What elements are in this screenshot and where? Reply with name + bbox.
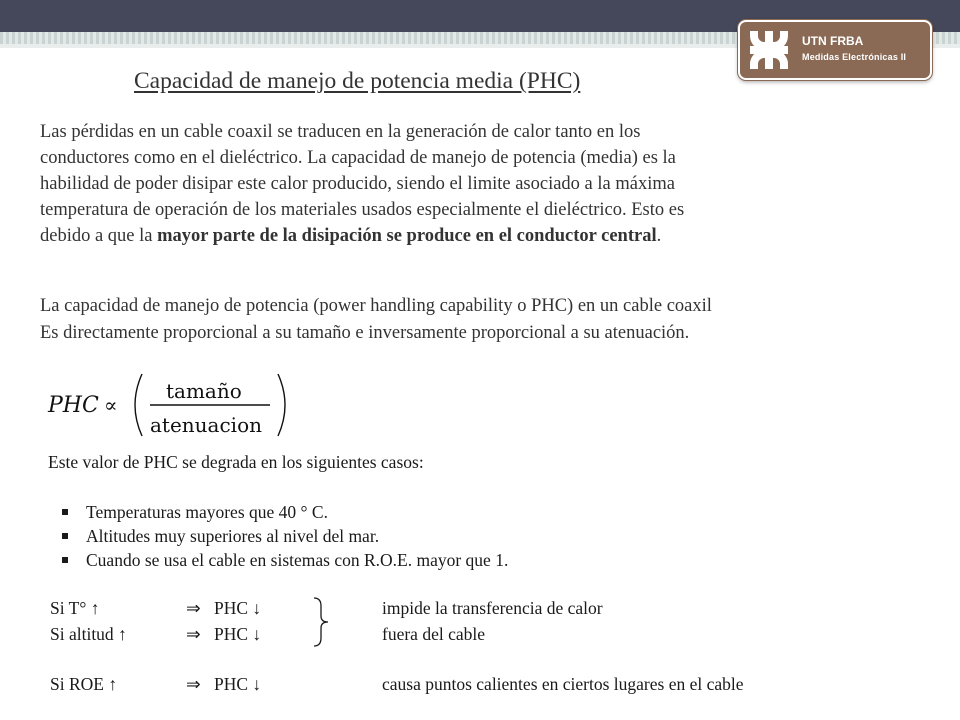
list-item	[62, 550, 508, 571]
badge-subtitle: Medidas Electrónicas II	[802, 52, 907, 62]
paragraph-line: temperatura de operación de los materiales usados especialmente el dieléctrico. Esto es	[40, 200, 685, 220]
effect-text: causa puntos calientes en ciertos lugares en el cable	[382, 674, 744, 694]
bold-emphasis: mayor parte de la disipación se produce en el conductor central	[157, 226, 657, 246]
result-phc: PHC ↓	[214, 624, 262, 644]
formula-numerator: tamaño	[166, 379, 242, 403]
list-item	[62, 526, 379, 547]
paragraph-line: La capacidad de manejo de potencia (power handling capability o PHC) en un cable coaxil	[40, 296, 712, 316]
paragraph-line-last	[40, 223, 920, 249]
list-item	[62, 502, 328, 523]
paragraph-line: Las pérdidas en un cable coaxil se traducen en la generación de calor tanto en los	[40, 122, 641, 142]
badge-title: UTN FRBA	[802, 34, 864, 48]
list-item-text: Cuando se usa el cable en sistemas con R.O.E. mayor que 1.	[86, 550, 509, 570]
paragraph-line: habilidad de poder disipar este calor producido, siendo el limite asociado a la máxima	[40, 174, 675, 194]
implies-arrow: ⇒	[186, 598, 201, 618]
bullet-icon	[62, 509, 68, 515]
implies-arrow: ⇒	[186, 674, 201, 694]
formula-denominator: atenuacion	[150, 413, 263, 437]
text-pre: debido a que la	[40, 226, 158, 246]
condition-temp: Si T° ↑	[50, 598, 100, 618]
paragraph-line: conductores como en el dieléctrico. La capacidad de manejo de potencia (media) es la	[40, 148, 676, 168]
text-post: .	[656, 226, 662, 246]
grouping-brace	[312, 596, 330, 648]
result-phc: PHC ↓	[214, 598, 262, 618]
bullet-icon	[62, 533, 68, 539]
formula-lhs: PHC	[48, 393, 99, 418]
paragraph-phc	[40, 293, 940, 347]
paragraph-losses	[40, 119, 920, 249]
condition-roe: Si ROE ↑	[50, 674, 118, 694]
right-paren	[278, 374, 285, 436]
effect-text: fuera del cable	[382, 624, 485, 644]
phc-formula	[46, 370, 296, 440]
bullet-icon	[62, 557, 68, 563]
page-title: Capacidad de manejo de potencia media (PHC)	[134, 68, 581, 94]
list-item-text: Altitudes muy superiores al nivel del mar.	[86, 526, 380, 546]
left-paren	[135, 374, 142, 436]
implies-arrow: ⇒	[186, 624, 201, 644]
proportional-symbol: ∝	[104, 393, 118, 417]
degradation-intro: Este valor de PHC se degrada en los siguientes casos:	[48, 452, 424, 472]
utn-badge	[738, 20, 932, 80]
condition-altitude: Si altitud ↑	[50, 624, 127, 644]
effect-text: impide la transferencia de calor	[382, 598, 603, 618]
list-item-text: Temperaturas mayores que 40 ° C.	[86, 502, 328, 522]
utn-logo-icon	[746, 27, 792, 73]
paragraph-line: Es directamente proporcional a su tamaño e inversamente proporcional a su atenuación.	[40, 323, 690, 343]
result-phc: PHC ↓	[214, 674, 262, 694]
